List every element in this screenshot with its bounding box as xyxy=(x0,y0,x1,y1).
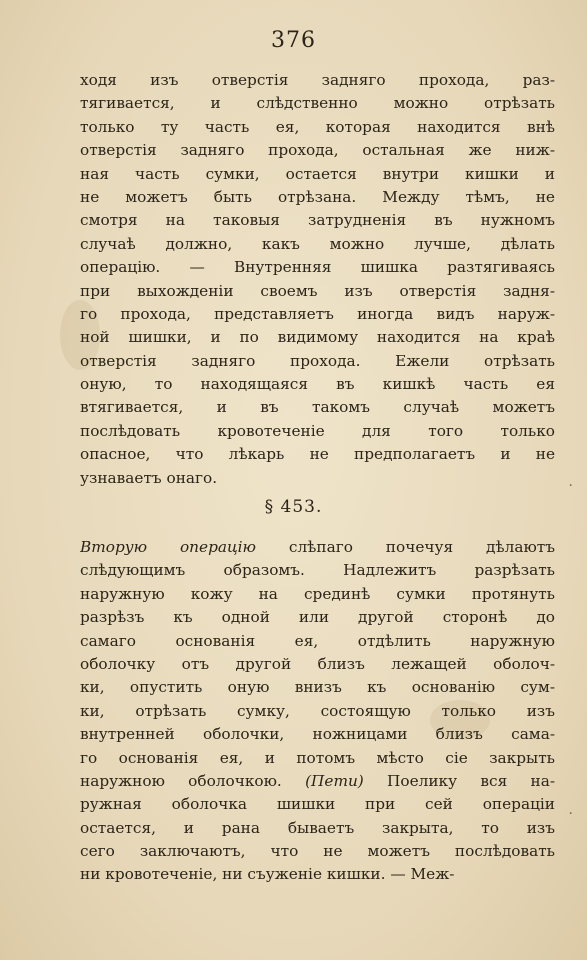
text-line: разрѣзъ къ одной или другой сторонѣ до xyxy=(80,608,555,627)
text-line: опасное, что лѣкарь не предполагаетъ и не xyxy=(80,445,555,464)
text-line: ки, отрѣзать сумку, состоящую только изъ xyxy=(80,701,555,720)
text-line: остается, и рана бываетъ закрыта, то изъ xyxy=(80,818,555,837)
text-line: ки, опустить оную внизъ къ основанію сум- xyxy=(80,678,555,697)
text-line: ни кровотеченіе, ни съуженіе кишки. — Меж- xyxy=(80,865,455,884)
text-line: при выхожденіи своемъ изъ отверстія задня- xyxy=(80,281,555,300)
section-heading: § 453. xyxy=(264,497,323,517)
text-line: ружная оболочка шишки при сей операціи xyxy=(80,795,555,814)
text-line: самаго основанія ея, отдѣлить наружную xyxy=(80,631,555,650)
text-line: отверстія задняго прохода. Ежели отрѣзать xyxy=(80,351,555,370)
text-line: го основанія ея, и потомъ мѣсто сіе закрыть xyxy=(80,748,555,767)
margin-mark: · xyxy=(568,806,573,822)
margin-mark: · xyxy=(568,478,573,494)
text-line: отверстія задняго прохода, остальная же ниж- xyxy=(80,141,555,160)
text-line: узнаваетъ онаго. xyxy=(80,468,218,487)
text-line: тягивается, и слѣдственно можно отрѣзать xyxy=(80,94,555,113)
text-line: Вторую операцію слѣпаго почечуя дѣлаютъ xyxy=(80,538,555,556)
text-line: наружною оболочкою. (Пети) Поелику вся на- xyxy=(80,771,555,790)
text-line: смотря на таковыя затрудненія въ нужномъ xyxy=(80,211,555,230)
text-line: сего заключаютъ, что не можетъ послѣдовать xyxy=(80,842,555,861)
text-line: слѣдующимъ образомъ. Надлежитъ разрѣзать xyxy=(80,561,555,580)
text-line: оную, то находящаяся въ кишкѣ часть ея xyxy=(80,375,555,394)
page-number: 376 xyxy=(271,28,316,53)
text-line: не можетъ быть отрѣзана. Между тѣмъ, не xyxy=(80,187,555,206)
text-line: ходя изъ отверстія задняго прохода, раз- xyxy=(80,71,555,89)
text-line: операцію. — Внутренняя шишка разтягиваясь xyxy=(80,258,555,277)
text-line: го прохода, представляетъ иногда видъ наруж- xyxy=(80,304,555,323)
paragraph-2 xyxy=(80,536,555,887)
paragraph-1 xyxy=(80,69,555,490)
text-line: внутренней оболочки, ножницами близъ сама- xyxy=(80,725,555,744)
text-line: случаѣ должно, какъ можно лучше, дѣлать xyxy=(80,234,555,253)
text-line: послѣдовать кровотеченіе для того только xyxy=(80,421,555,440)
text-line: втягивается, и въ такомъ случаѣ можетъ xyxy=(80,398,555,417)
text-line: оболочку отъ другой близъ лежащей оболоч- xyxy=(80,654,555,673)
text-line: только ту часть ея, которая находится внѣ xyxy=(80,117,555,136)
text-line: ной шишки, и по видимому находится на краѣ xyxy=(80,328,555,347)
text-line: наружную кожу на срединѣ сумки протянуть xyxy=(80,584,555,603)
text-line: ная часть сумки, остается внутри кишки и xyxy=(80,164,555,183)
